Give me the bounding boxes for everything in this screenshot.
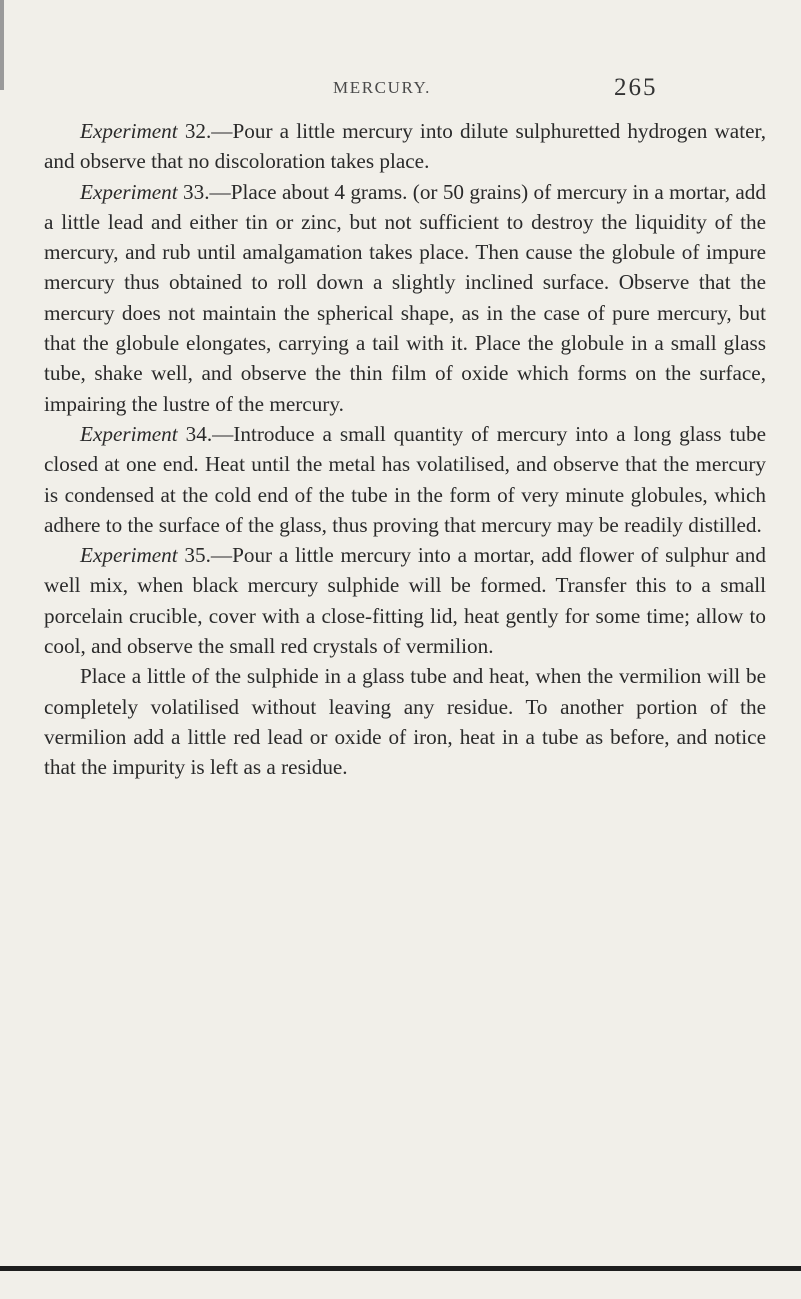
experiment-label: Experiment [80,421,178,446]
paragraph-experiment-32 [44,116,766,177]
experiment-label: Experiment [80,179,178,204]
paragraph-text: Place a little of the sulphide in a glass tube and heat, when the vermilion will be completely volatilised without leaving any residue. To another portion of the vermilion add a little red lead or oxide of iron, heat in a tube as before, and notice that the impurity is left as a residue. [44,664,766,780]
paragraph-text: 34.—Introduce a small quantity of mercury into a long glass tube closed at one end. Heat until the metal has volatilised, and observe that the mercury is condensed at the cold end of the tube in the form of very minute globules, which adhere to the surface of the glass, thus proving that mercury may be readily distilled. [44,421,766,537]
paragraph-text: 32.—Pour a little mercury into dilute sulphuretted hydrogen water, and observe that no discoloration takes place. [44,119,766,174]
page-header [0,74,801,104]
experiment-label: Experiment [80,119,178,143]
running-title: MERCURY. [333,78,431,97]
paragraph-vermilion-test [44,661,766,782]
page-body [44,116,766,783]
paragraph-text: 35.—Pour a little mercury into a mortar, add flower of sulphur and well mix, when black mercury sulphide will be formed. Transfer this to a small porcelain crucible, cover with a close-fitting lid, heat gently for some time; allow to cool, and observe the small red crystals of vermilion. [44,543,766,659]
paragraph-text: 33.—Place about 4 grams. (or 50 grains) of mercury in a mortar, add a little lead and either tin or zinc, but not sufficient to destroy the liquidity of the mercury, and rub until amalgamation takes place. Then cause the globule of impure mercury thus obtained to roll down a slightly inclined surface. Observe that the mercury does not maintain the spherical shape, as in the case of pure mercury, but that the globule elongates, carrying a tail with it. Place the globule in a small glass tube, shake well, and observe the thin film of oxide which forms on the surface, impairing the lustre of the mercury. [44,179,766,416]
page-number: 265 [614,74,658,101]
paragraph-experiment-34 [44,419,766,540]
paragraph-experiment-33 [44,177,766,419]
experiment-label: Experiment [80,543,178,568]
paragraph-experiment-35 [44,540,766,661]
bottom-edge-rule [0,1266,801,1271]
